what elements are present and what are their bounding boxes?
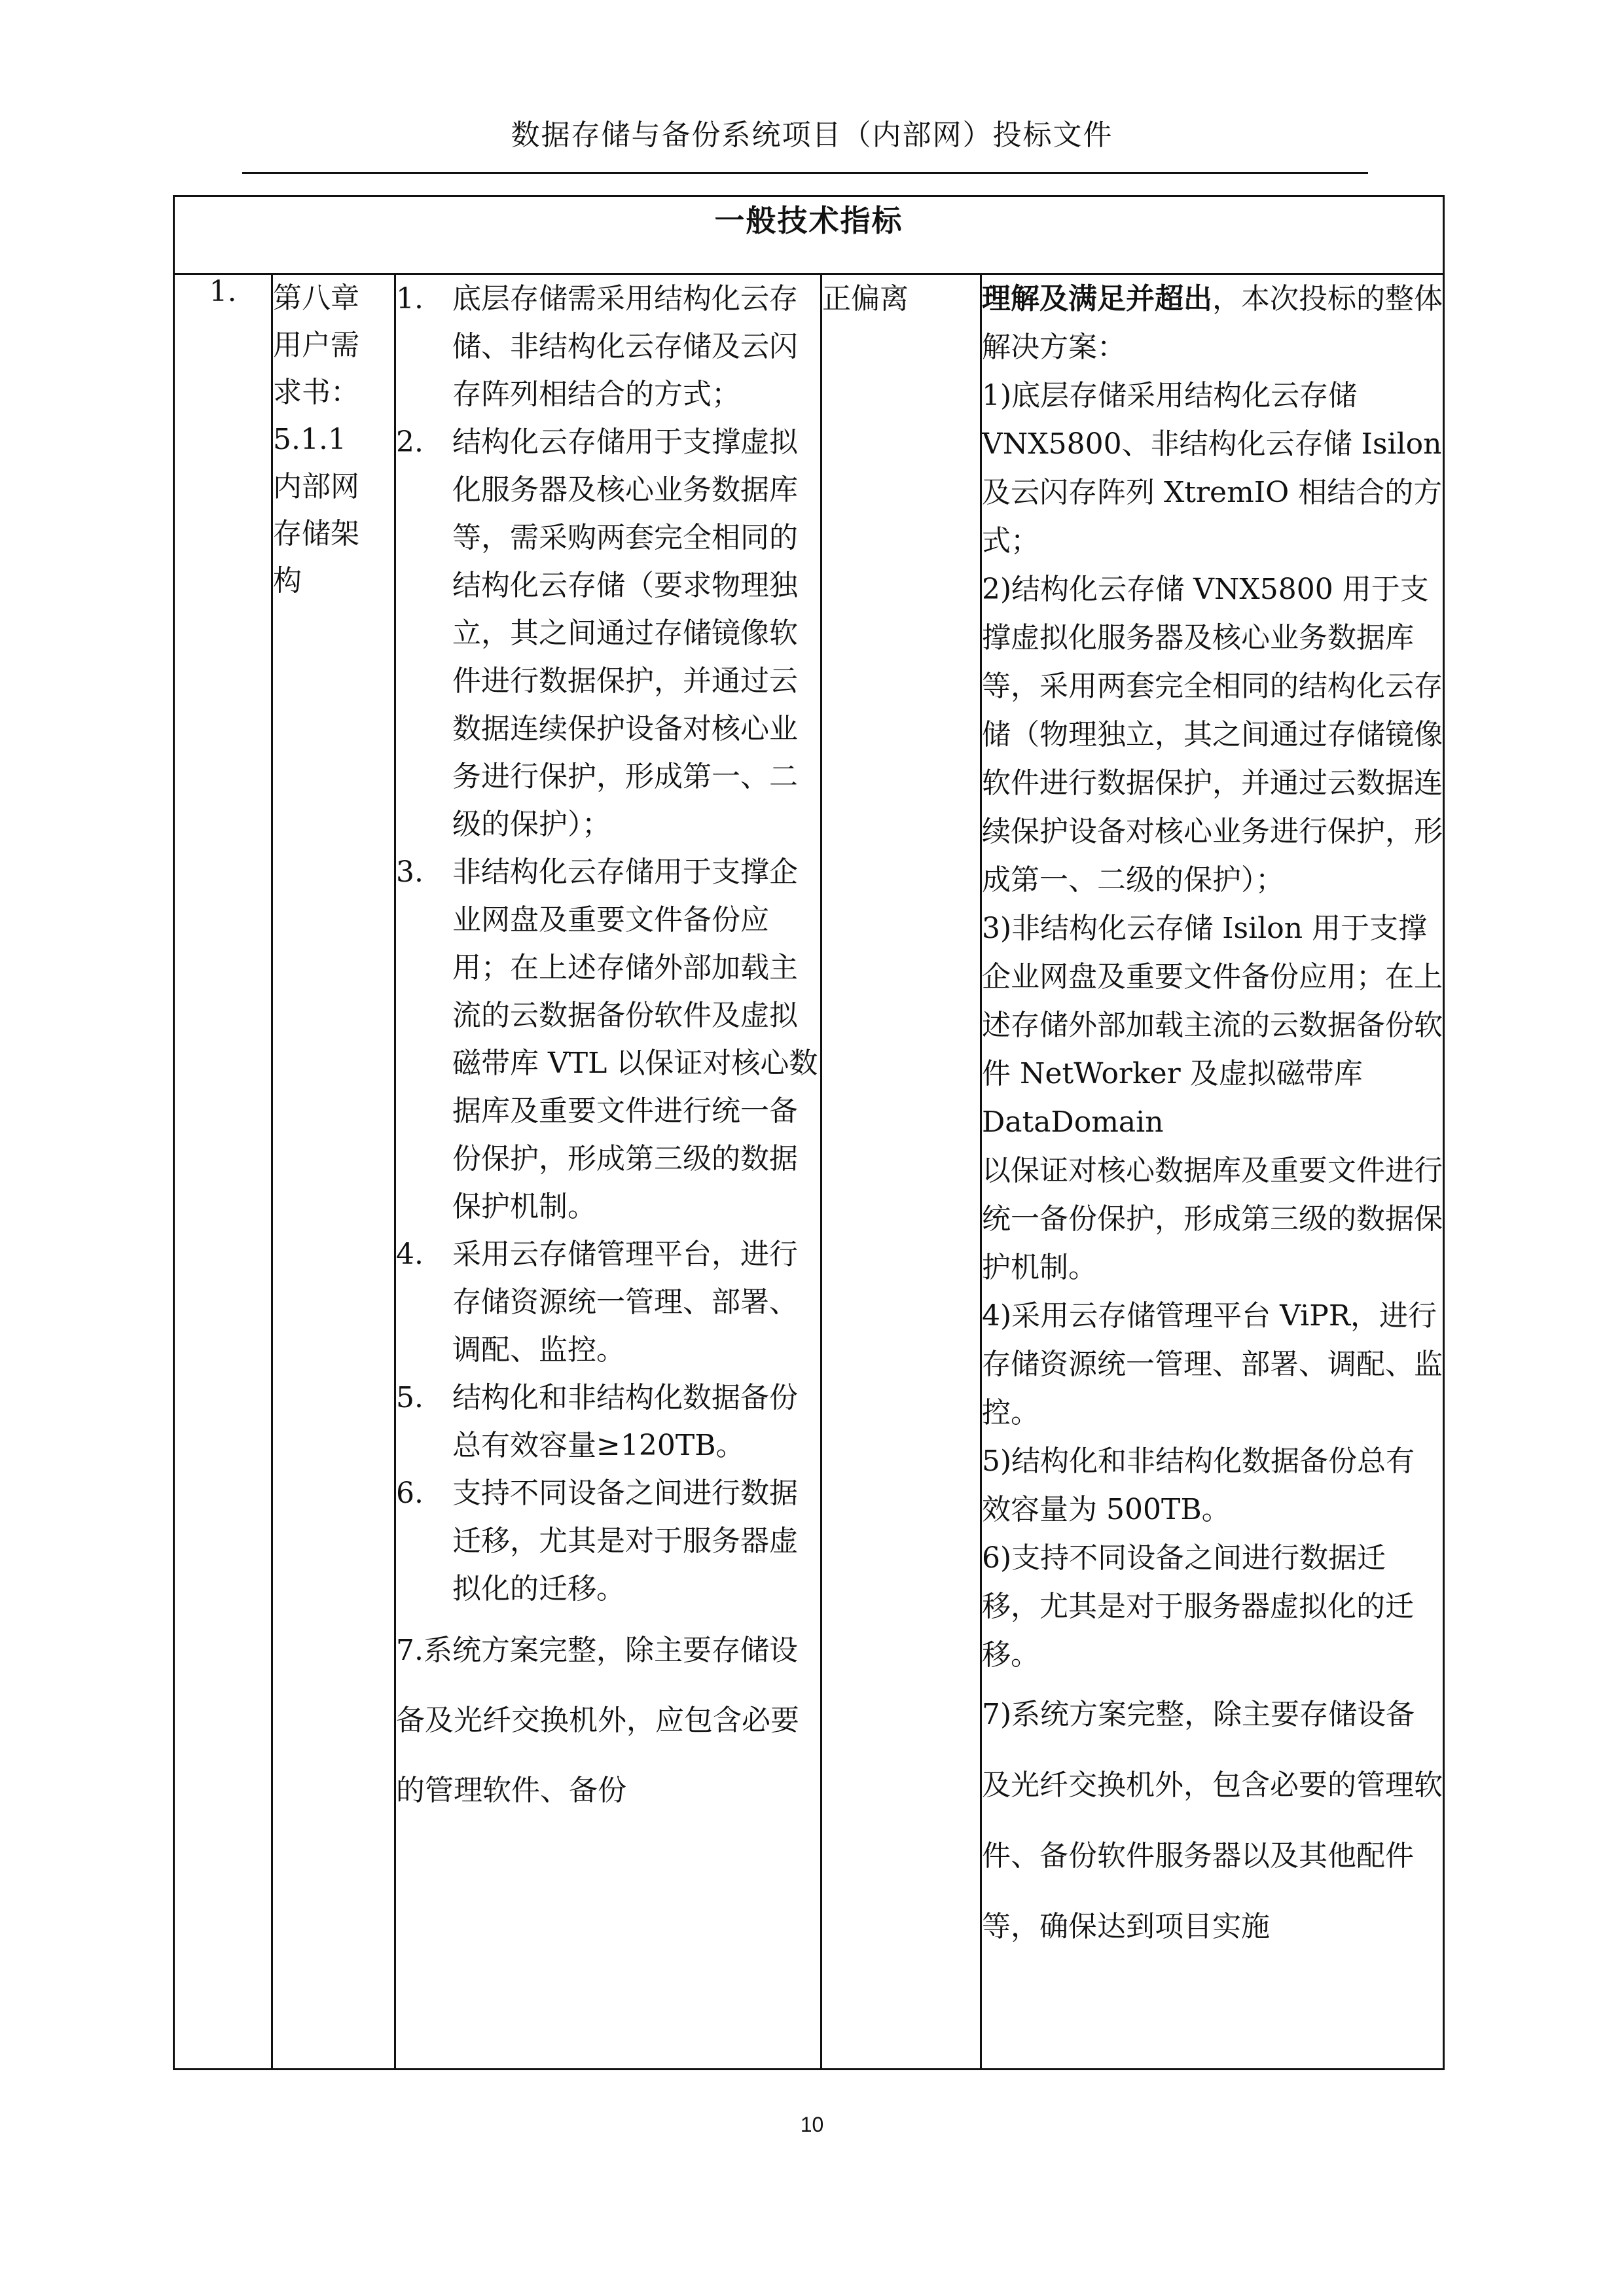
response-item: 6)支持不同设备之间进行数据迁移，尤其是对于服务器虚拟化的迁移。 — [982, 1541, 1414, 1672]
requirement-number: 6. — [396, 1477, 424, 1510]
requirement-item — [396, 1469, 820, 1613]
requirement-text: 结构化和非结构化数据备份总有效容量≥120TB。 — [452, 1381, 798, 1462]
response-lead-rest: ，本次投标的整体解决方案： — [982, 282, 1443, 364]
row-sequence-number: 1. — [174, 274, 272, 2070]
table-title: 一般技术指标 — [174, 196, 1444, 274]
response-items — [982, 372, 1443, 1679]
requirement-item — [396, 848, 820, 1230]
section-reference-line: 存储架 — [273, 517, 359, 550]
section-reference-line: 第八章 — [273, 281, 359, 315]
requirement-cell — [395, 274, 821, 2070]
response-item: 以保证对核心数据库及重要文件进行统一备份保护，形成第三级的数据保护机制。 — [982, 1154, 1443, 1284]
header-rule — [242, 172, 1368, 174]
requirement-text: 非结构化云存储用于支撑企业网盘及重要文件备份应用；在上述存储外部加载主流的云数据备份软件及虚拟磁带库 VTL 以保证对核心数据库及重要文件进行统一备份保护，形成第三级的数据保护机制。 — [452, 855, 818, 1223]
response-item: 3)非结构化云存储 Isilon 用于支撑企业网盘及重要文件备份应用；在上述存储外部加载主流的云数据备份软件 NetWorker 及虚拟磁带库 DataDomain — [982, 912, 1443, 1139]
section-reference-line: 构 — [273, 564, 302, 598]
response-item: 4)采用云存储管理平台 ViPR，进行存储资源统一管理、部署、调配、监控。 — [982, 1299, 1443, 1429]
section-reference-cell — [272, 274, 395, 2070]
requirement-text: 支持不同设备之间进行数据迁移，尤其是对于服务器虚拟化的迁移。 — [452, 1477, 798, 1605]
requirement-number: 3. — [396, 855, 424, 889]
deviation-status: 正偏离 — [821, 274, 981, 2070]
table-row — [174, 274, 1444, 2070]
technical-spec-table — [173, 195, 1445, 2070]
response-item: 5)结构化和非结构化数据备份总有效容量为 500TB。 — [982, 1444, 1415, 1526]
response-item-7: 7)系统方案完整，除主要存储设备及光纤交换机外，包含必要的管理软件、备份软件服务器以及其他配件等，确保达到项目实施 — [982, 1698, 1443, 1943]
response-lead-bold: 理解及满足并超出 — [982, 282, 1212, 315]
response-item: 2)结构化云存储 VNX5800 用于支撑虚拟化服务器及核心业务数据库等，采用两套完全相同的结构化云存储（物理独立，其之间通过存储镜像软件进行数据保护，并通过云数据连续保护设备对核心业务进行保护，形成第一、二级的保护）； — [982, 573, 1443, 897]
requirement-number: 4. — [396, 1238, 424, 1271]
section-reference — [273, 275, 394, 605]
response-item: 1)底层存储采用结构化云存储 VNX5800、非结构化云存储 Isilon 及云闪存阵列 XtremIO 相结合的方式； — [982, 379, 1443, 558]
document-header-title: 数据存储与备份系统项目（内部网）投标文件 — [511, 118, 1113, 152]
requirement-text: 采用云存储管理平台，进行存储资源统一管理、部署、调配、监控。 — [452, 1238, 798, 1367]
response-content — [982, 275, 1443, 1962]
section-reference-line: 5.1.1 — [273, 423, 346, 456]
section-reference-line: 求书： — [273, 376, 359, 409]
requirement-list — [396, 275, 820, 1613]
section-reference-line: 内部网 — [273, 470, 359, 503]
page-number: 10 — [800, 2113, 824, 2136]
requirement-item — [396, 1230, 820, 1374]
requirement-text: 结构化云存储用于支撑虚拟化服务器及核心业务数据库等，需采购两套完全相同的结构化云存储（要求物理独立，其之间通过存储镜像软件进行数据保护，并通过云数据连续保护设备对核心业务进行保护，形成第一、二级的保护）； — [452, 425, 798, 841]
requirement-item-7: 7.系统方案完整，除主要存储设备及光纤交换机外，应包含必要的管理软件、备份 — [396, 1634, 799, 1807]
requirement-text: 底层存储需采用结构化云存储、非结构化云存储及云闪存阵列相结合的方式； — [452, 282, 798, 411]
requirement-number: 1. — [396, 282, 424, 315]
response-cell — [981, 274, 1444, 2070]
section-reference-line: 用户需 — [273, 329, 359, 362]
table-title-row — [174, 196, 1444, 274]
response-lead — [982, 275, 1443, 372]
requirement-item — [396, 418, 820, 848]
requirement-number: 5. — [396, 1381, 424, 1414]
requirement-item — [396, 1374, 820, 1469]
requirement-number: 2. — [396, 425, 424, 459]
requirement-item — [396, 275, 820, 418]
